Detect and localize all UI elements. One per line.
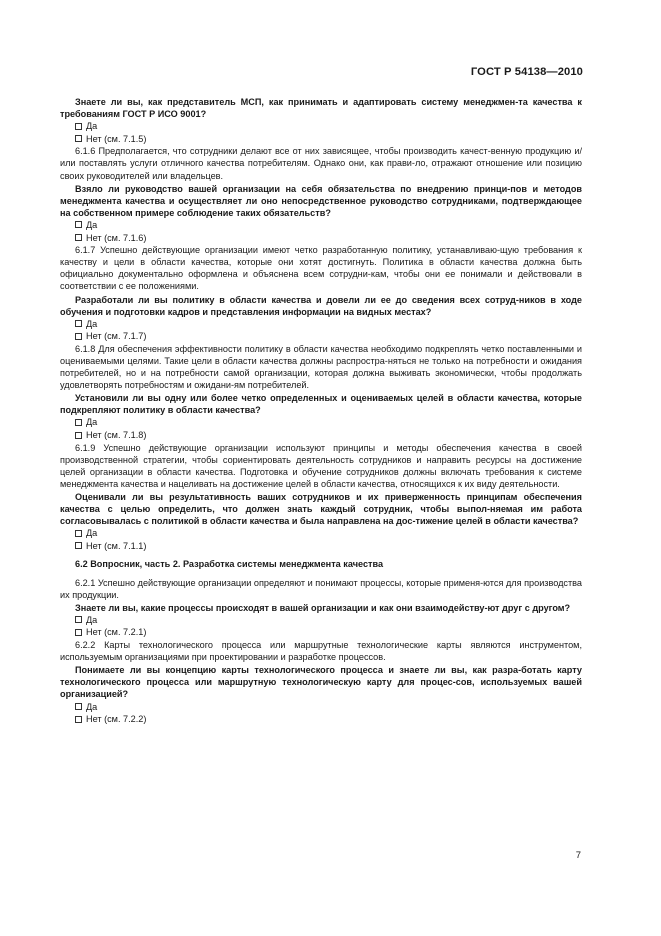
- checkbox-icon[interactable]: [75, 320, 82, 327]
- answer-option[interactable]: [60, 626, 582, 639]
- paragraph-text: 6.1.7 Успешно действующие организации имеют четко разработанную политику, устанавливаю-щую требования к качеству и цели в области качества, которые они хотят достигнуть. Политика в области качества должна быть официально документально оформлена и объяснена всем сотрудни-кам, чтобы они ее понимали и действовали в соответствии с ее положениями.: [60, 245, 582, 292]
- answer-option-label: Да: [86, 121, 98, 132]
- checkbox-icon[interactable]: [75, 716, 82, 723]
- checkbox-icon[interactable]: [75, 221, 82, 228]
- question-text: Оценивали ли вы результативность ваших сотрудников и их приверженность принципам обеспечения качества с целью определить, что должен знать каждый сотрудник, чтобы выпол-няемая им работа согласовывалась с политикой в области качества и была направлена на дос-тижение целей в области качества?: [60, 492, 582, 527]
- answer-option-label: Нет (см. 7.1.6): [86, 232, 147, 243]
- answer-option[interactable]: [60, 120, 582, 133]
- answer-option[interactable]: [60, 330, 582, 343]
- answer-option[interactable]: [60, 416, 582, 429]
- section-heading: 6.2 Вопросник, часть 2. Разработка системы менеджмента качества: [75, 559, 384, 570]
- checkbox-icon[interactable]: [75, 135, 82, 142]
- question-text: Взяло ли руководство вашей организации на себя обязательства по внедрению принци-пов и методов менеджмента качества и осуществляет ли оно непосредственное руководство сотрудниками, подтверждающее на собственном примере соблюдение таких обязательств?: [60, 183, 582, 218]
- answer-option[interactable]: [60, 701, 582, 714]
- paragraph-text: 6.1.8 Для обеспечения эффективности политику в области качества необходимо подкреплять четко поставленными и оцениваемыми целями. Такие цели в области качества должны распростра-няться не только на потребности и ожидания потребителей, но и на потребности самой организации, которая должна выживать экономически, чтобы продолжать удовлетворять потребностям и ожидани-ям потребителей.: [60, 343, 582, 391]
- checkbox-icon[interactable]: [75, 703, 82, 710]
- answer-option-label: Да: [86, 528, 98, 539]
- answer-option[interactable]: [60, 527, 582, 540]
- checkbox-icon[interactable]: [75, 530, 82, 537]
- question-text: Разработали ли вы политику в области качества и довели ли ее до сведения всех сотруд-ников в ходе обучения и подготовки кадров и представления информации на видных местах?: [60, 294, 582, 317]
- paragraph-text: 6.1.9 Успешно действующие организации используют принципы и методы обеспечения качества в своей производственной стратегии, чтобы сориентировать деятельность сотрудников и направить ресурсы на достижение целей организации в области качества. Подготовка и обучение сотрудников должны включать требования к системе менеджмента качества и нацеливать на достижение целей в области качества, относящихся к их виду деятельности.: [60, 442, 582, 489]
- answer-option-label: Нет (см. 7.1.1): [86, 540, 147, 551]
- answer-option[interactable]: [60, 713, 582, 726]
- checkbox-icon[interactable]: [75, 616, 82, 623]
- answer-option[interactable]: [60, 133, 582, 146]
- checkbox-icon[interactable]: [75, 123, 82, 130]
- answer-option-label: Нет (см. 7.1.7): [86, 331, 147, 342]
- paragraph-text: 6.2.2 Карты технологического процесса или маршрутные технологические карты являются инструментом, используемым организациями при проектировании и разработке процессов.: [60, 640, 582, 663]
- answer-option[interactable]: [60, 614, 582, 627]
- document-body: [60, 95, 582, 726]
- answer-option[interactable]: [60, 429, 582, 442]
- paragraph-text: 6.2.1 Успешно действующие организации определяют и понимают процессы, которые применя-ются для производства их продукции.: [60, 577, 582, 600]
- document-header: ГОСТ Р 54138—2010: [470, 66, 583, 78]
- answer-option-label: Да: [86, 701, 98, 712]
- question-text: Понимаете ли вы концепцию карты технологического процесса и знаете ли вы, как разра-ботать карту технологического процесса или маршрутную технологическую карту для процес-сов, используемых вашей организацией?: [60, 665, 582, 700]
- paragraph-text: 6.1.6 Предполагается, что сотрудники делают все от них зависящее, чтобы производить качест-венную продукцию и/или поставлять услуги отличного качества потребителям. Однако они, как прави-ло, отражают отношение или позицию своих руководителей или владельцев.: [60, 146, 582, 181]
- question-text: Установили ли вы одну или более четко определенных и оцениваемых целей в области качества, которые подкрепляют политику в области качества?: [60, 393, 582, 416]
- answer-option-label: Да: [86, 318, 98, 329]
- question-text: Знаете ли вы, какие процессы происходят в вашей организации и как они взаимодейству-ют друг с другом?: [75, 602, 571, 613]
- answer-option-label: Да: [86, 614, 98, 625]
- checkbox-icon[interactable]: [75, 419, 82, 426]
- answer-option-label: Нет (см. 7.2.2): [86, 714, 147, 725]
- answer-option[interactable]: [60, 232, 582, 245]
- answer-option-label: Да: [86, 219, 98, 230]
- answer-option-label: Да: [86, 417, 98, 428]
- question-text: Знаете ли вы, как представитель МСП, как принимать и адаптировать систему менеджмен-та качества к требованиям ГОСТ Р ИСО 9001?: [60, 97, 582, 120]
- answer-option-label: Нет (см. 7.1.5): [86, 133, 147, 144]
- checkbox-icon[interactable]: [75, 542, 82, 549]
- checkbox-icon[interactable]: [75, 432, 82, 439]
- page-number: 7: [575, 850, 581, 861]
- checkbox-icon[interactable]: [75, 234, 82, 241]
- checkbox-icon[interactable]: [75, 629, 82, 636]
- answer-option-label: Нет (см. 7.2.1): [86, 627, 147, 638]
- answer-option-label: Нет (см. 7.1.8): [86, 430, 147, 441]
- answer-option[interactable]: [60, 540, 582, 553]
- checkbox-icon[interactable]: [75, 333, 82, 340]
- answer-option[interactable]: [60, 318, 582, 331]
- answer-option[interactable]: [60, 219, 582, 232]
